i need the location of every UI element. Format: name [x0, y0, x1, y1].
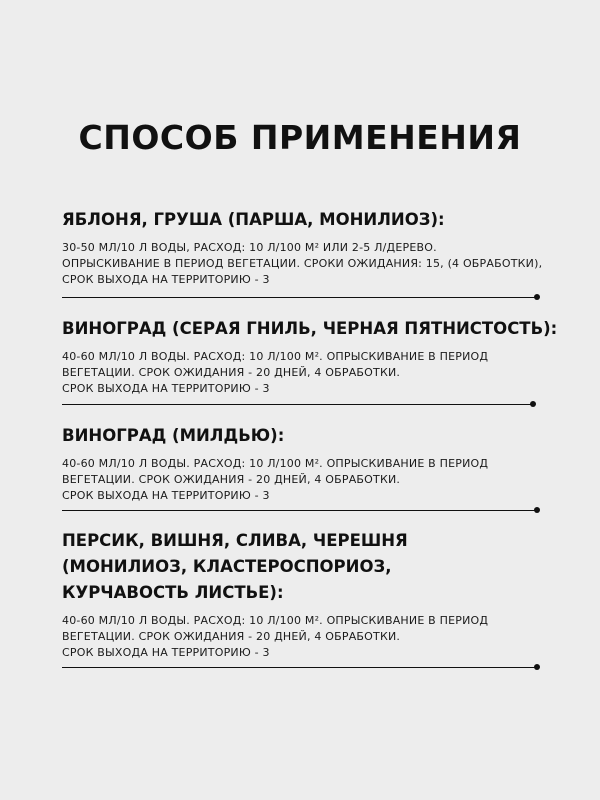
section-heading: ЯБЛОНЯ, ГРУША (ПАРША, МОНИЛИОЗ):	[62, 210, 445, 229]
section-body	[62, 349, 542, 397]
divider-line	[62, 667, 536, 668]
divider-line	[62, 404, 532, 405]
section-body	[62, 456, 542, 504]
body-line: СРОК ВЫХОДА НА ТЕРРИТОРИЮ - 3	[62, 489, 270, 502]
body-line: СРОК ВЫХОДА НА ТЕРРИТОРИЮ - 3	[62, 273, 270, 286]
divider-dot	[534, 507, 540, 513]
body-line: 40-60 МЛ/10 Л ВОДЫ. РАСХОД: 10 Л/100 М². ОПРЫСКИВАНИЕ В ПЕРИОД	[62, 350, 489, 363]
section-body	[62, 613, 542, 661]
section-apple-pear	[62, 207, 542, 288]
section-stone-fruit	[62, 528, 542, 661]
divider-line	[62, 510, 536, 511]
body-line: СРОК ВЫХОДА НА ТЕРРИТОРИЮ - 3	[62, 646, 270, 659]
divider-dot	[534, 664, 540, 670]
body-line: 30-50 МЛ/10 Л ВОДЫ, РАСХОД: 10 Л/100 М² ИЛИ 2-5 Л/ДЕРЕВО.	[62, 241, 437, 254]
divider-line	[62, 297, 536, 298]
body-line: ОПРЫСКИВАНИЕ В ПЕРИОД ВЕГЕТАЦИИ. СРОКИ ОЖИДАНИЯ: 15, (4 ОБРАБОТКИ),	[62, 257, 543, 270]
section-heading-line: ПЕРСИК, ВИШНЯ, СЛИВА, ЧЕРЕШНЯ	[62, 531, 408, 550]
section-grape-gray-mold	[62, 316, 558, 397]
section-body	[62, 240, 542, 288]
body-line: СРОК ВЫХОДА НА ТЕРРИТОРИЮ - 3	[62, 382, 270, 395]
body-line: 40-60 МЛ/10 Л ВОДЫ. РАСХОД: 10 Л/100 М². ОПРЫСКИВАНИЕ В ПЕРИОД	[62, 614, 489, 627]
section-heading	[62, 528, 542, 606]
body-line: ВЕГЕТАЦИИ. СРОК ОЖИДАНИЯ - 20 ДНЕЙ, 4 ОБРАБОТКИ.	[62, 473, 401, 486]
page-title: СПОСОБ ПРИМЕНЕНИЯ	[78, 118, 522, 157]
body-line: ВЕГЕТАЦИИ. СРОК ОЖИДАНИЯ - 20 ДНЕЙ, 4 ОБРАБОТКИ.	[62, 366, 401, 379]
divider-dot	[530, 401, 536, 407]
section-heading: ВИНОГРАД (МИЛДЬЮ):	[62, 426, 285, 445]
section-grape-mildew	[62, 423, 542, 504]
section-heading-line: КУРЧАВОСТЬ ЛИСТЬЕ):	[62, 583, 284, 602]
section-heading-line: (МОНИЛИОЗ, КЛАСТЕРОСПОРИОЗ,	[62, 557, 392, 576]
divider-dot	[534, 294, 540, 300]
body-line: 40-60 МЛ/10 Л ВОДЫ. РАСХОД: 10 Л/100 М². ОПРЫСКИВАНИЕ В ПЕРИОД	[62, 457, 489, 470]
body-line: ВЕГЕТАЦИИ. СРОК ОЖИДАНИЯ - 20 ДНЕЙ, 4 ОБРАБОТКИ.	[62, 630, 401, 643]
section-heading: ВИНОГРАД (СЕРАЯ ГНИЛЬ, ЧЕРНАЯ ПЯТНИСТОСТЬ):	[62, 319, 558, 338]
